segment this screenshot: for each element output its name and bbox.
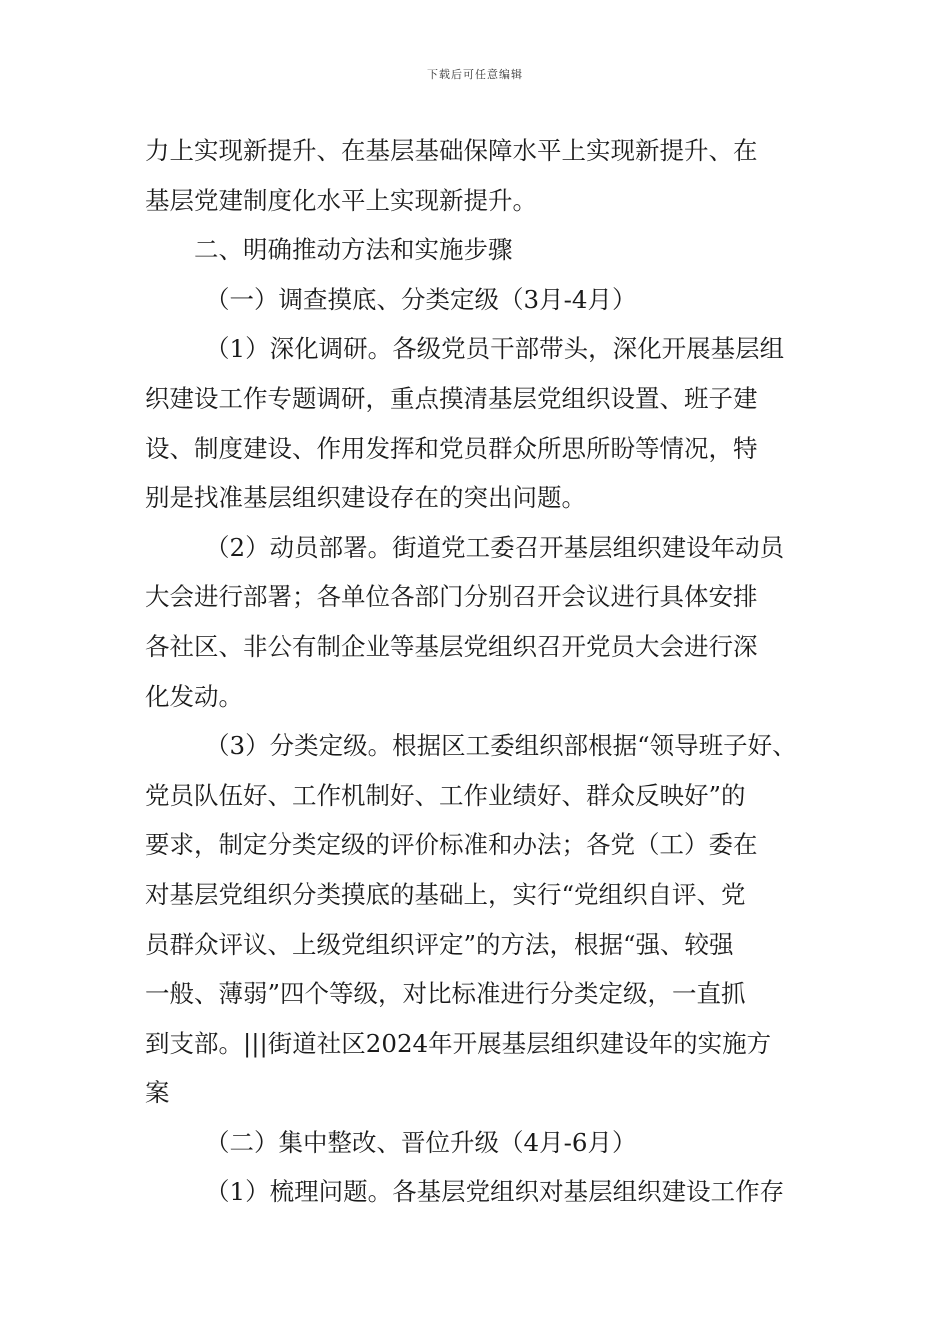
text-line: 化发动。 xyxy=(145,681,243,711)
paragraph-start: （1）梳理问题。各基层党组织对基层组织建设工作存 xyxy=(205,1177,785,1207)
subsection-heading: （一）调查摸底、分类定级（3月-4月） xyxy=(205,284,637,314)
text-line: 织建设工作专题调研，重点摸清基层党组织设置、班子建 xyxy=(145,383,758,413)
text-line: 力上实现新提升、在基层基础保障水平上实现新提升、在 xyxy=(145,136,758,165)
text-line: 对基层党组织分类摸底的基础上，实行“党组织自评、党 xyxy=(145,879,746,909)
text-line: 案 xyxy=(145,1078,170,1108)
text-line: 各社区、非公有制企业等基层党组织召开党员大会进行深 xyxy=(145,631,758,661)
text-line: 党员队伍好、工作机制好、工作业绩好、群众反映好”的 xyxy=(145,780,746,810)
paragraph-start: （3）分类定级。根据区工委组织部根据“领导班子好、 xyxy=(205,731,797,761)
paragraph-start: （1）深化调研。各级党员干部带头，深化开展基层组 xyxy=(205,334,785,364)
text-line: 设、制度建设、作用发挥和党员群众所思所盼等情况，特 xyxy=(145,433,758,463)
text-line: 大会进行部署；各单位各部门分别召开会议进行具体安排 xyxy=(145,582,758,612)
document-body xyxy=(145,126,815,1217)
text-line: 到支部。|||街道社区2024年开展基层组织建设年的实施方 xyxy=(145,1028,772,1058)
text-line: 别是找准基层组织建设存在的突出问题。 xyxy=(145,483,586,513)
section-heading: 二、明确推动方法和实施步骤 xyxy=(194,235,513,265)
text-line: 员群众评议、上级党组织评定”的方法，根据“强、较强 xyxy=(145,929,734,959)
paragraph-start: （2）动员部署。街道党工委召开基层组织建设年动员 xyxy=(205,532,785,562)
text-line: 基层党建制度化水平上实现新提升。 xyxy=(145,185,537,215)
text-line: 一般、薄弱”四个等级，对比标准进行分类定级，一直抓 xyxy=(145,979,746,1009)
subsection-heading: （二）集中整改、晋位升级（4月-6月） xyxy=(205,1127,637,1157)
text-line: 要求，制定分类定级的评价标准和办法；各党（工）委在 xyxy=(145,830,758,860)
page-header-note: 下载后可任意编辑 xyxy=(427,68,523,81)
